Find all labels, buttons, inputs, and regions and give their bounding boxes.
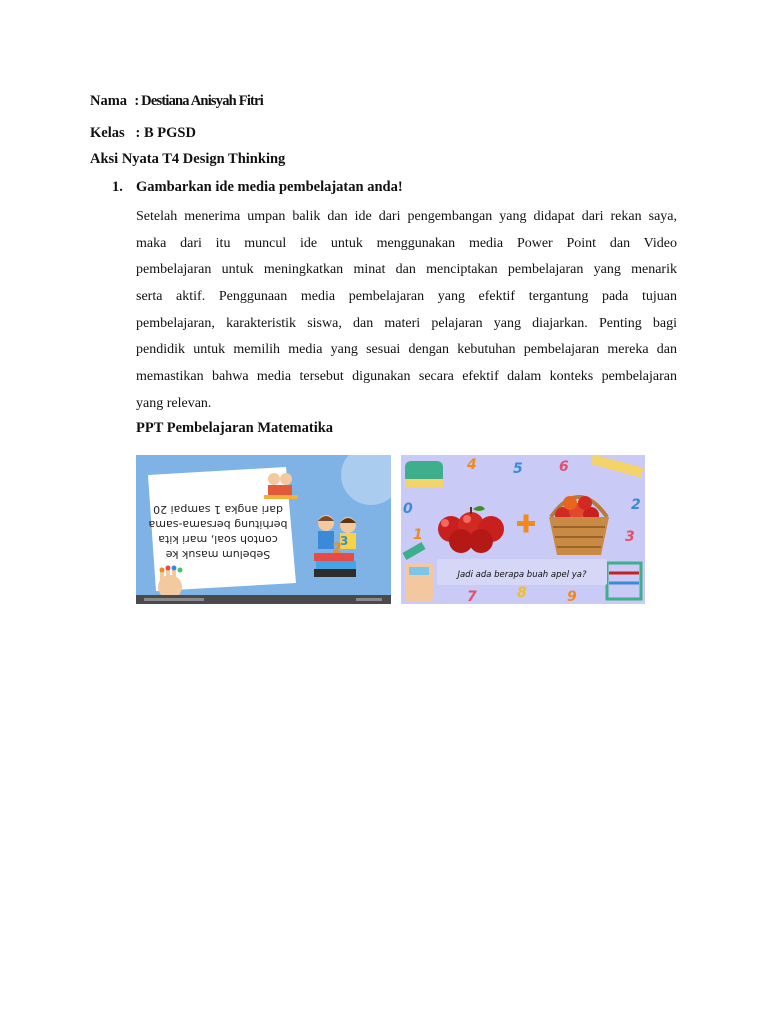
- document-title: Aksi Nyata T4 Design Thinking: [90, 151, 286, 167]
- answer-line: pembelajaran, karakteristik siswa, dan materi pelajaran yang diajarkan. Penting bagi: [136, 315, 677, 331]
- svg-text:3: 3: [340, 534, 349, 548]
- slide-2-illustration: [401, 455, 645, 604]
- nama-line: [90, 93, 263, 110]
- slide-2-number: 1: [413, 527, 423, 543]
- kelas-line: [90, 125, 196, 142]
- slide-2-number: 6: [559, 459, 569, 475]
- slide-1-text: dari angka 1 sampai 20: [153, 503, 283, 516]
- slide-2-number: 2: [631, 497, 641, 513]
- slide-1-text: berhitung bersama-sama: [148, 518, 288, 531]
- slide-2-number: 7: [467, 589, 477, 604]
- slide-2-number: 5: [513, 461, 523, 477]
- kelas-value: : B PGSD: [135, 125, 196, 141]
- slide-2-number: 4: [467, 457, 477, 473]
- slide-image-counting: [136, 455, 391, 604]
- kelas-label: Kelas: [90, 125, 125, 141]
- answer-line: maka dari itu muncul ide untuk menggunakan media Power Point dan Video: [136, 235, 677, 251]
- svg-text:2: 2: [332, 541, 342, 557]
- answer-line: pendidik untuk memilih media yang sesuai dengan kebutuhan pembelajaran mereka dan: [136, 342, 677, 358]
- answer-line: memastikan bahwa media tersebut digunakan secara efektif dalam konteks pembelajaran: [136, 369, 677, 385]
- nama-label: Nama: [90, 93, 128, 109]
- question-text: Gambarkan ide media pembelajatan anda!: [136, 179, 403, 195]
- question-number: 1.: [112, 179, 123, 195]
- slide-image-apples: [401, 455, 645, 604]
- slide-2-number: 9: [567, 589, 577, 604]
- answer-line: serta aktif. Penggunaan media pembelajaran yang efektif tergantung pada tujuan: [136, 289, 677, 305]
- slide-2-number: 8: [517, 585, 527, 601]
- slide-1-text: Sebelum masuk ke: [165, 548, 271, 561]
- slide-2-number: 3: [625, 529, 635, 545]
- nama-value: : Destiana Anisyah Fitri: [134, 93, 263, 109]
- answer-line: yang relevan.: [136, 395, 212, 411]
- answer-paragraph: [136, 204, 677, 418]
- slide-2-caption: Jadi ada berapa buah apel ya?: [457, 570, 587, 580]
- slide-1-illustration: [136, 455, 391, 604]
- slide-1-text: contoh soal, mari kita: [158, 533, 278, 546]
- slide-2-number: 0: [403, 501, 413, 517]
- answer-line: Setelah menerima umpan balik dan ide dari pengembangan yang didapat dari rekan saya,: [136, 209, 677, 224]
- answer-line: pembelajaran untuk meningkatkan minat dan menciptakan pembelajaran yang menarik: [136, 262, 677, 278]
- section-title: PPT Pembelajaran Matematika: [136, 420, 334, 436]
